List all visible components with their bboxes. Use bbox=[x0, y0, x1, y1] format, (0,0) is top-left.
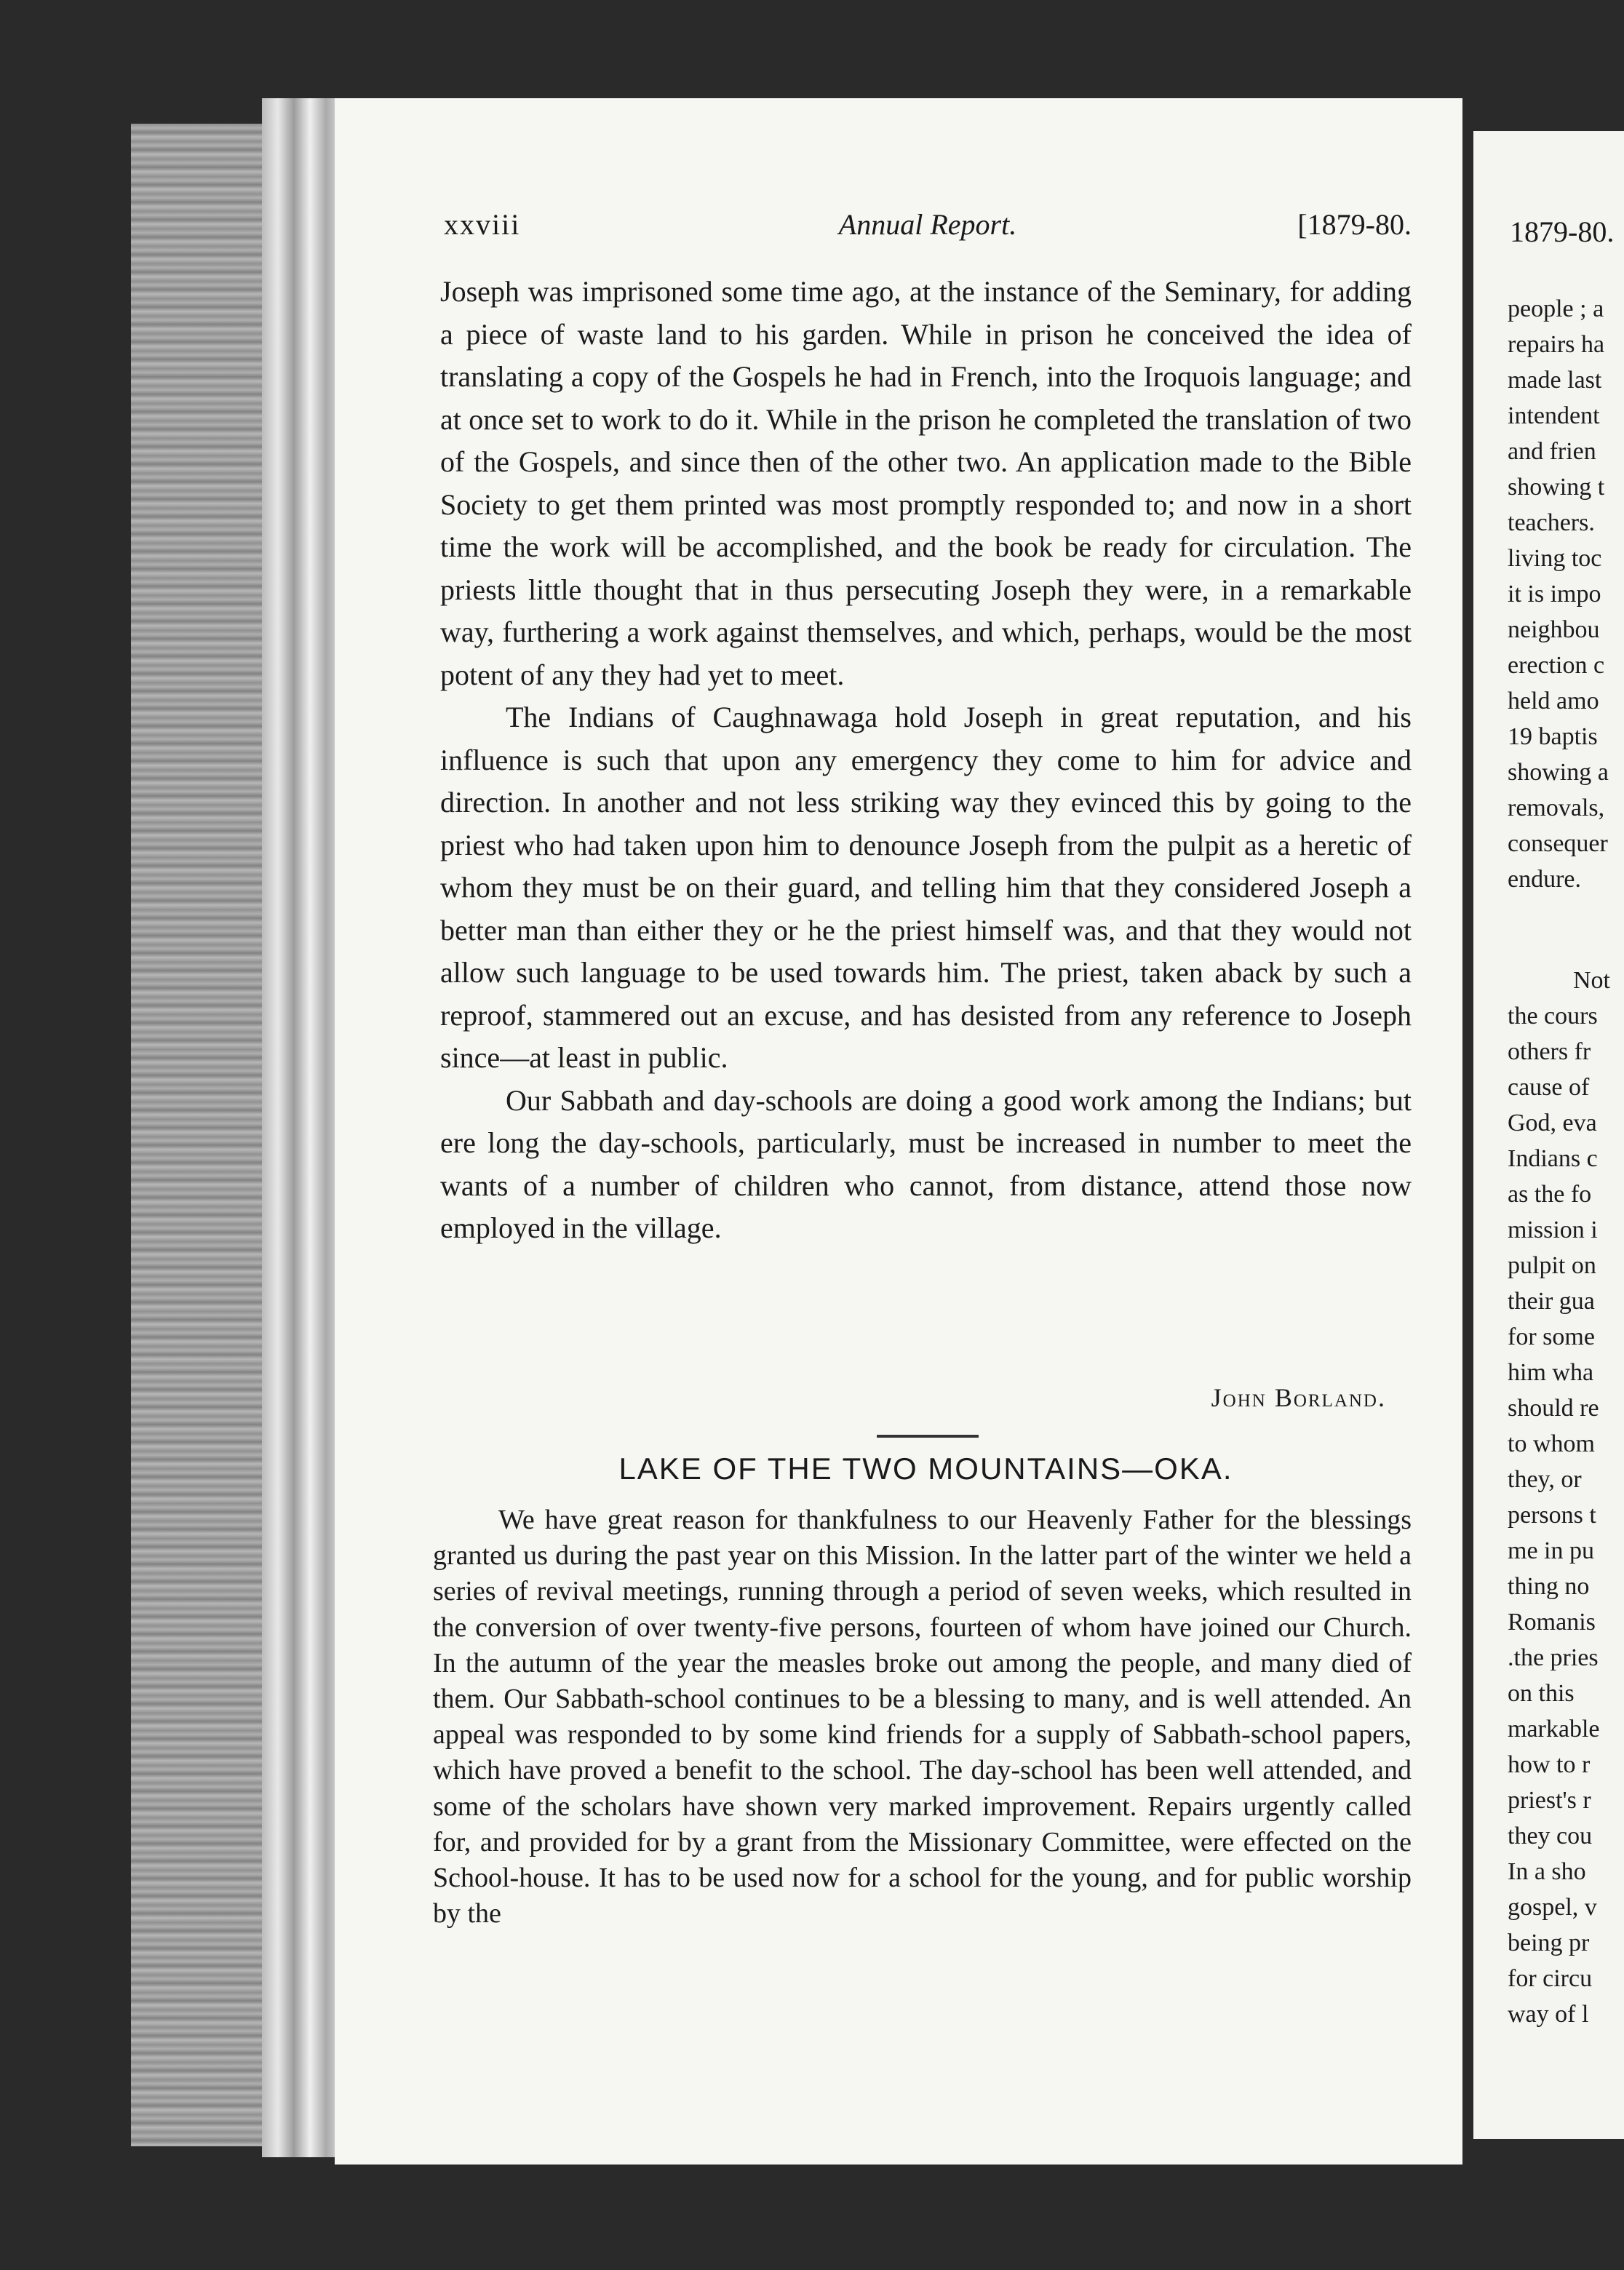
page-number: xxviii bbox=[444, 208, 521, 241]
right-page-line: repairs ha bbox=[1508, 331, 1605, 358]
right-page-line: erection c bbox=[1508, 652, 1605, 679]
section-divider bbox=[877, 1435, 979, 1438]
right-page-line: their gua bbox=[1508, 1288, 1595, 1315]
right-page-line: persons t bbox=[1508, 1502, 1596, 1529]
right-page-line: being pr bbox=[1508, 1930, 1590, 1956]
book-fore-edge bbox=[131, 124, 284, 2146]
right-page-line: pulpit on bbox=[1508, 1252, 1596, 1279]
right-page-line: consequer bbox=[1508, 830, 1608, 857]
right-page-text bbox=[1508, 291, 1624, 2032]
right-page-line: living toc bbox=[1508, 545, 1602, 572]
right-page-line: Romanis bbox=[1508, 1609, 1596, 1636]
right-page-line: removals, bbox=[1508, 794, 1605, 821]
right-page-line: neighbou bbox=[1508, 616, 1600, 643]
right-page-line: God, eva bbox=[1508, 1110, 1597, 1136]
right-page-line: markable bbox=[1508, 1716, 1600, 1743]
right-page-line: thing no bbox=[1508, 1573, 1590, 1600]
right-page-line: how to r bbox=[1508, 1751, 1591, 1778]
right-page-line: 19 baptis bbox=[1508, 723, 1598, 750]
right-page-line: for circu bbox=[1508, 1965, 1593, 1992]
right-page-line: Not bbox=[1573, 967, 1610, 994]
right-page-line: for some bbox=[1508, 1323, 1595, 1350]
main-text bbox=[440, 271, 1412, 1250]
right-page-line: .the pries bbox=[1508, 1644, 1599, 1671]
paragraph-2: The Indians of Caughnawaga hold Joseph in great reputation, and his influence is such that upon any emergency they come to him for advice and direction. In another and not less striking way they evinced this by going to the priest who had taken upon him to denounce Joseph from the pulpit as a heretic of whom they must be on their guard, and telling him that they considered Joseph a better man than either they or he the priest himself was, and that they would not allow such language to be used towards him. The priest, taken aback by such a reproof, stammered out an excuse, and has desisted from any reference to Joseph since—at least in public. bbox=[440, 701, 1412, 1074]
right-page-line: others fr bbox=[1508, 1038, 1591, 1065]
right-page-line: showing t bbox=[1508, 474, 1605, 501]
right-page-gap bbox=[1508, 897, 1624, 963]
section-text bbox=[433, 1502, 1412, 1932]
right-page-line: it is impo bbox=[1508, 581, 1601, 608]
section-paragraph: We have great reason for thankfulness to our Heavenly Father for the blessings granted us during the past year on this Mission. In the latter part of the winter we held a series of revival meetings, running through a period of seven weeks, which resulted in the conversion of over twenty-five persons, fourteen of whom have joined our Church. In the autumn of the year the measles broke out among the people, and many died of them. Our Sabbath-school continues to be a blessing to many, and is well attended. An appeal was responded to by some kind friends for a supply of Sabbath-school papers, which have proved a benefit to the school. The day-school has been well attended, and some of the scholars have shown very marked improvement. Repairs urgently called for, and provided for by a grant from the Missionary Committee, were effected on the School-house. It has to be used now for a school for the young, and for public worship by the bbox=[433, 1505, 1412, 1930]
right-page-line: as the fo bbox=[1508, 1181, 1592, 1208]
right-page-line: on this bbox=[1508, 1680, 1575, 1707]
right-page-line: endure. bbox=[1508, 866, 1582, 893]
right-page-line: priest's r bbox=[1508, 1787, 1591, 1814]
running-head bbox=[444, 207, 1412, 258]
right-page-line: cause of bbox=[1508, 1074, 1590, 1101]
right-page-line: the cours bbox=[1508, 1003, 1598, 1030]
right-page-line: and frien bbox=[1508, 438, 1596, 465]
right-page-year: 1879-80. bbox=[1510, 215, 1615, 248]
right-page-line: they, or bbox=[1508, 1466, 1582, 1493]
right-page-line: showing a bbox=[1508, 759, 1609, 786]
signature: John Borland. bbox=[1211, 1383, 1386, 1412]
paragraph-1: Joseph was imprisoned some time ago, at the instance of the Seminary, for adding a piece of waste land to his garden. While in prison he conceived the idea of translating a copy of the Gospels he had in French, into the Iroquois language; and at once set to work to do it. While in the prison he completed the translation of two of the Gospels, and since then of the other two. An application made to the Bible Society to get them printed was most promptly responded to; and now in a short time the work will be accomplished, and the book be ready for circulation. The priests little thought that in thus persecuting Joseph they were, in a remarkable way, furthering a work against themselves, and which, perhaps, would be the most potent of any they had yet to meet. bbox=[440, 275, 1412, 691]
section-heading: LAKE OF THE TWO MOUNTAINS—OKA. bbox=[618, 1451, 1233, 1486]
right-page-line: people ; a bbox=[1508, 295, 1604, 322]
running-year: [1879-80. bbox=[1297, 208, 1412, 241]
right-page-line: made last bbox=[1508, 367, 1602, 394]
page-stack-edge bbox=[262, 98, 342, 2157]
right-page-line: mission i bbox=[1508, 1216, 1598, 1243]
right-page-line: gospel, v bbox=[1508, 1894, 1597, 1921]
right-page-line: they cou bbox=[1508, 1823, 1593, 1849]
right-page-line: way of l bbox=[1508, 2001, 1589, 2028]
right-page-line: intendent bbox=[1508, 402, 1600, 429]
running-title: Annual Report. bbox=[838, 208, 1017, 241]
right-page-line: to whom bbox=[1508, 1430, 1595, 1457]
right-page-line: me in pu bbox=[1508, 1537, 1594, 1564]
right-page-line: held amo bbox=[1508, 688, 1599, 714]
right-page-line: teachers. bbox=[1508, 509, 1595, 536]
right-page-line: should re bbox=[1508, 1395, 1599, 1422]
right-page-line: In a sho bbox=[1508, 1858, 1586, 1885]
paragraph-3: Our Sabbath and day-schools are doing a good work among the Indians; but ere long the day-schools, particularly, must be increased in number to meet the wants of a number of children who cannot, from distance, attend those now employed in the village. bbox=[440, 1083, 1412, 1244]
right-page-line: him wha bbox=[1508, 1359, 1594, 1386]
right-page-line: Indians c bbox=[1508, 1145, 1598, 1172]
